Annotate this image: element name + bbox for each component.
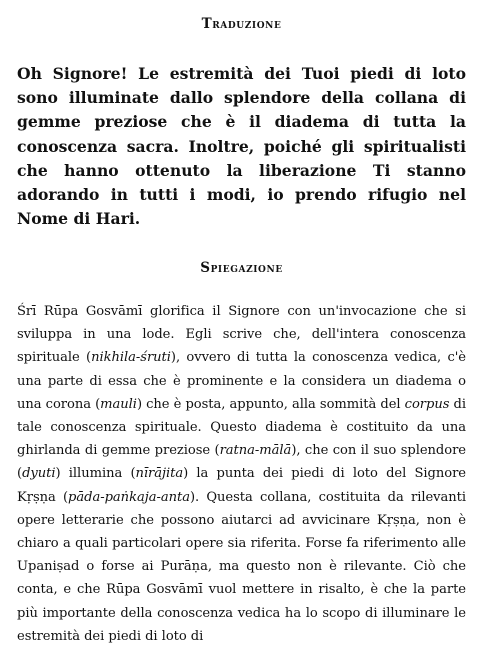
purport-text [17, 300, 466, 648]
purport-segment: ), ovvero di tutta la conoscenza vedica, c'è una parte di essa che è prominente e la considera un diadema o una corona ( [17, 350, 466, 412]
sanskrit-term: pāda-paṅkaja-anta [68, 489, 190, 505]
purport-segment: ) la punta dei piedi di loto del Signore Kṛṣṇa ( [17, 466, 467, 505]
purport-segment: ) che è posta, appunto, alla sommità del [136, 396, 405, 412]
sanskrit-term: nīrājita [135, 466, 184, 482]
sanskrit-term: ratna-mālā [219, 443, 292, 459]
purport-segment: ) illumina ( [55, 466, 136, 482]
purport-segment: di tale conoscenza spirituale. Questo diadema è costituito da una ghirlanda di gemme preziose ( [17, 396, 466, 459]
purport-segment: Śrī Rūpa Gosvāmī glorifica il Signore con un'invocazione che si sviluppa in una lode. Egli scrive che, dell'intera conoscenza spirituale ( [17, 304, 466, 366]
sanskrit-term: nikhila-śruti [91, 350, 171, 366]
purport-segment: ), che con il suo splendore ( [17, 443, 466, 482]
translation-text: Oh Signore! Le estremità dei Tuoi piedi di loto sono illuminate dallo splendore della collana di gemme preziose che è il diadema di tutta la conoscenza sacra. Inoltre, poiché gli spiritualisti che hanno ottenuto la liberazione Ti stanno adorando in tutti i modi, io prendo rifugio nel Nome di Hari. [17, 64, 466, 229]
purport-heading: Spiegazione [200, 260, 283, 276]
sanskrit-term: dyuti [22, 466, 56, 482]
purport-segment: ). Questa collana, costituita da rilevanti opere letterarie che possono aiutarci ad avvicinare Kṛṣṇa, non è chiaro a quali particolari opere sia riferita. Forse fa riferimento alle Upaniṣad o forse ai Purāṇa, ma questo non è rilevante. Ciò che conta, e che Rūpa Gosvāmī vuol mettere in risalto, è che la parte più importante della conoscenza vedica ha lo scopo di illuminare le estremità dei piedi di loto di [17, 489, 467, 644]
translation-heading: Traduzione [201, 16, 282, 32]
sanskrit-term: mauli [100, 396, 137, 412]
latin-term: corpus [404, 396, 450, 412]
